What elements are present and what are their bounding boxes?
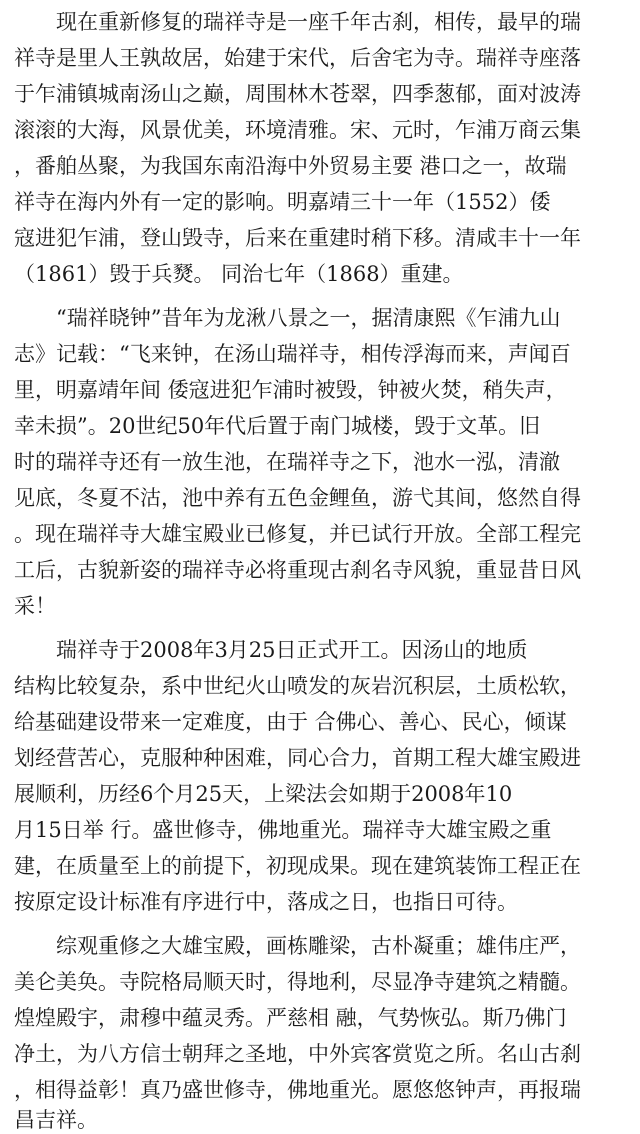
text-line: 瑞祥寺于2008年3月25日正式开工。因汤山的地质 [56, 638, 528, 662]
text-line: 展顺利，历经6个月25天，上梁法会如期于2008年10 [14, 782, 513, 806]
text-line: 祥寺在海内外有一定的影响。明嘉靖三十一年（1552）倭 [14, 190, 551, 214]
text-line: ，番舶丛聚，为我国东南沿海中外贸易主要 港口之一，故瑞 [14, 154, 567, 178]
text-line: 月15日举 行。盛世修寺，佛地重光。瑞祥寺大雄宝殿之重 [14, 818, 552, 842]
text-line: 志》记载：“飞来钟，在汤山瑞祥寺，相传浮海而来，声闻百 [14, 342, 571, 366]
text-line: 幸未损”。20世纪50年代后置于南门城楼，毁于文革。旧 [14, 414, 541, 438]
text-line: ，相得益彰！真乃盛世修寺，佛地重光。愿悠悠钟声，再报瑞 [14, 1078, 581, 1102]
text-line: （1861）毁于兵燹。 同治七年（1868）重建。 [14, 262, 464, 286]
text-line: 昌吉祥。 [14, 1108, 98, 1132]
text-line: 按原定设计标准有序进行中，落成之日，也指日可待。 [14, 890, 518, 914]
text-line: 见底，冬夏不沽，池中养有五色金鲤鱼，游弋其间，悠然自得 [14, 486, 581, 510]
text-line: 现在重新修复的瑞祥寺是一座千年古刹，相传，最早的瑞 [56, 10, 581, 34]
text-line: 采！ [14, 594, 56, 618]
text-line: 净土，为八方信士朝拜之圣地，中外宾客赏览之所。名山古刹 [14, 1042, 581, 1066]
text-line: 祥寺是里人王孰故居，始建于宋代，后舍宅为寺。瑞祥寺座落 [14, 46, 581, 70]
text-line: 结构比较复杂，系中世纪火山喷发的灰岩沉积层，土质松软， [14, 674, 581, 698]
text-line: 于乍浦镇城南汤山之巅，周围林木苍翠，四季葱郁，面对波涛 [14, 82, 581, 106]
text-line: 煌煌殿宇，肃穆中蕴灵秀。严慈相 融，气势恢弘。斯乃佛门 [14, 1006, 567, 1030]
text-line: “瑞祥晓钟”昔年为龙湫八景之一，据清康熙《乍浦九山 [56, 306, 561, 330]
text-line: 工后，古貌新姿的瑞祥寺必将重现古刹名寺风貌，重显昔日风 [14, 558, 581, 582]
text-line: 滚滚的大海，风景优美，环境清雅。宋、元时，乍浦万商云集 [14, 118, 581, 142]
text-line: 。现在瑞祥寺大雄宝殿业已修复，并已试行开放。全部工程完 [14, 522, 581, 546]
text-line: 里，明嘉靖年间 倭寇进犯乍浦时被毁，钟被火焚，稍失声， [14, 378, 567, 402]
text-line: 时的瑞祥寺还有一放生池，在瑞祥寺之下，池水一泓，清澈 [14, 450, 560, 474]
text-line: 给基础建设带来一定难度，由于 合佛心、善心、民心，倾谋 [14, 710, 567, 734]
text-line: 建，在质量至上的前提下，初现成果。现在建筑装饰工程正在 [14, 854, 581, 878]
text-line: 美仑美奂。寺院格局顺天时，得地利，尽显净寺建筑之精髓。 [14, 970, 581, 994]
text-line: 寇进犯乍浦，登山毁寺，后来在重建时稍下移。清咸丰十一年 [14, 226, 581, 250]
text-line: 综观重修之大雄宝殿，画栋雕梁，古朴凝重；雄伟庄严， [56, 934, 581, 958]
text-line: 划经营苦心，克服种种困难，同心合力，首期工程大雄宝殿进 [14, 746, 581, 770]
